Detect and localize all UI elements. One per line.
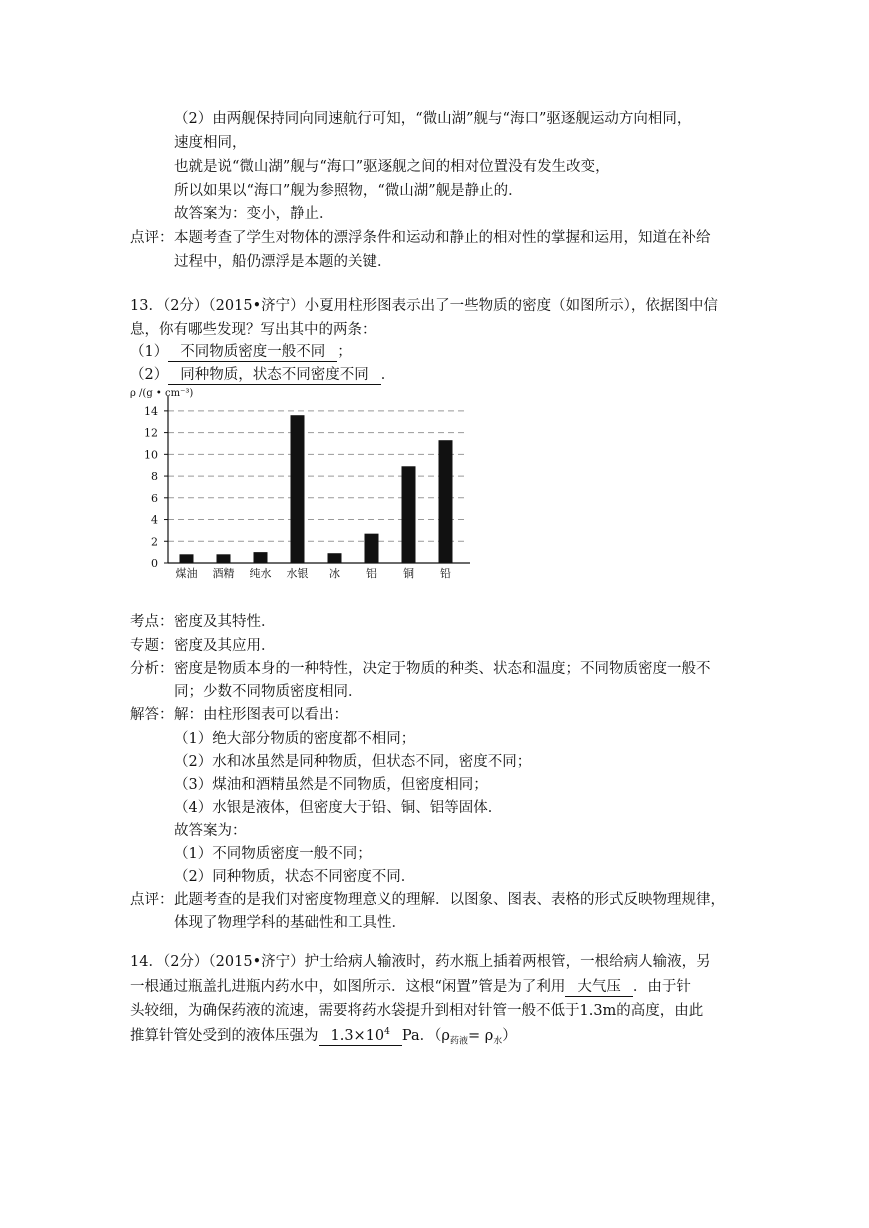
bar — [439, 440, 453, 563]
q13-answer2-blank: 同种物质，状态不同密度不同 — [168, 367, 381, 385]
q14-blank-1: 大气压 — [565, 979, 633, 997]
q13-answer2-prefix: （2） — [130, 367, 169, 383]
y-tick-label: 12 — [144, 426, 158, 440]
q13-answer1-suffix: ； — [337, 344, 352, 360]
q14-line2-text-a: 一根通过瓶盖扎进瓶内药水中，如图所示．这根“闲置”管是为了利用 — [130, 979, 566, 995]
q13-answer2-suffix: ． — [380, 367, 396, 383]
q13-line2: 息，你有哪些发现？写出其中的两条： — [130, 322, 377, 338]
q13-kaodian-label: 考点： — [130, 614, 174, 630]
x-tick-label: 纯水 — [249, 567, 272, 580]
y-tick-label: 0 — [151, 557, 158, 570]
q13-fenxi-label: 分析： — [130, 661, 174, 677]
q13-jieda-6: （1）不同物质密度一般不同； — [174, 846, 372, 862]
q13-jieda-1: （1）绝大部分物质的密度都不相同； — [174, 731, 416, 747]
q13-dianping-label: 点评： — [130, 892, 174, 908]
bar — [217, 554, 231, 563]
sec12-line5: 故答案为：变小，静止． — [174, 206, 334, 222]
q13-zhuanti: 密度及其应用． — [174, 638, 276, 654]
q13-answer1-blank: 不同物质密度一般不同 — [168, 344, 337, 362]
q14-blank-2-exponent: 4 — [384, 1027, 390, 1037]
q14-equals: = ρ — [467, 1027, 494, 1044]
q14-subscript-2: 水 — [493, 1036, 503, 1047]
q13-fenxi-2: 同；少数不同物质密度相同． — [174, 684, 363, 700]
x-tick-label: 铅 — [440, 567, 451, 580]
y-tick-label: 2 — [151, 535, 158, 549]
q14-line2 — [130, 977, 691, 997]
q13-jieda-2: （2）水和冰虽然是同种物质，但状态不同，密度不同； — [174, 754, 532, 770]
sec12-line2: 速度相同， — [174, 135, 247, 151]
density-bar-chart — [128, 384, 478, 584]
x-tick-label: 铜 — [403, 567, 414, 580]
q13-answer2 — [130, 365, 395, 385]
sec12-comment-1: 本题考查了学生对物体的漂浮条件和运动和静止的相对性的掌握和运用，知道在补给 — [174, 230, 711, 246]
q13-kaodian: 密度及其特性． — [174, 614, 276, 630]
x-tick-label: 冰 — [329, 567, 340, 580]
q14-line3: 头较细，为确保药液的流速，需要将药水袋提升到相对针管一般不低于1.3m的高度，由此 — [130, 1003, 704, 1019]
q14-line1: 14．（2分）（2015•济宁）护士给病人输液时，药水瓶上插着两根管，一根给病人输液，另 — [130, 954, 711, 970]
y-tick-label: 14 — [144, 404, 158, 418]
sec12-comment-label: 点评： — [130, 230, 174, 246]
sec12-line3: 也就是说“微山湖”舰与“海口”驱逐舰之间的相对位置没有发生改变， — [174, 159, 610, 175]
q13-jieda-3: （3）煤油和酒精虽然是不同物质，但密度相同； — [174, 777, 488, 793]
q13-dianping-1: 此题考查的是我们对密度物理意义的理解．以图象、图表、表格的形式反映物理规律， — [174, 892, 725, 908]
sec12-comment-2: 过程中，船仍漂浮是本题的关键． — [174, 254, 392, 270]
q13-jieda-0: 解：由柱形图表可以看出： — [174, 707, 348, 723]
y-tick-label: 4 — [151, 513, 158, 527]
q13-line1: 13．（2分）（2015•济宁）小夏用柱形图表示出了一些物质的密度（如图所示），依据图中信 — [130, 298, 718, 314]
q14-blank-2-value: 1.3×10 — [330, 1027, 385, 1044]
q14-close: ） — [502, 1027, 517, 1044]
bar — [402, 466, 416, 563]
q14-subscript-1: 药液 — [449, 1036, 468, 1047]
x-tick-label: 煤油 — [175, 567, 198, 580]
bar — [328, 553, 342, 563]
q13-jieda-5: 故答案为： — [174, 823, 247, 839]
q13-zhuanti-label: 专题： — [130, 638, 174, 654]
q13-jieda-label: 解答： — [130, 707, 174, 723]
y-axis-label: ρ /(g • cm⁻³) — [130, 388, 194, 399]
q13-jieda-4: （4）水银是液体，但密度大于铅、铜、铝等固体． — [174, 800, 503, 816]
sec12-line1: （2）由两舰保持同向同速航行可知，“微山湖”舰与“海口”驱逐舰运动方向相同， — [174, 111, 692, 127]
q13-jieda-7: （2）同种物质，状态不同密度不同． — [174, 869, 416, 885]
y-tick-label: 8 — [151, 470, 158, 484]
sec12-line4: 所以如果以“海口”舰为参照物，“微山湖”舰是静止的． — [174, 183, 523, 199]
x-tick-label: 水银 — [286, 567, 309, 580]
y-tick-label: 10 — [144, 448, 158, 462]
q14-line4-text-a: 推算针管处受到的液体压强为 — [130, 1027, 319, 1044]
q13-dianping-2: 体现了物理学科的基础性和工具性． — [174, 915, 406, 931]
bar — [365, 534, 379, 563]
bar — [291, 415, 305, 563]
q14-line4 — [130, 1024, 517, 1052]
bar — [254, 552, 268, 563]
q13-answer1-prefix: （1） — [130, 344, 169, 360]
q13-fenxi-1: 密度是物质本身的一种特性，决定于物质的种类、状态和温度；不同物质密度一般不 — [174, 661, 711, 677]
q14-blank-2 — [319, 1024, 402, 1046]
y-tick-label: 6 — [151, 491, 158, 505]
q14-line2-text-b: ．由于针 — [632, 979, 691, 995]
x-tick-label: 酒精 — [212, 567, 235, 580]
q14-line4-text-b: Pa．（ρ — [401, 1027, 450, 1044]
x-tick-label: 铝 — [366, 567, 377, 580]
q13-answer1 — [130, 342, 352, 362]
bar — [180, 554, 194, 563]
